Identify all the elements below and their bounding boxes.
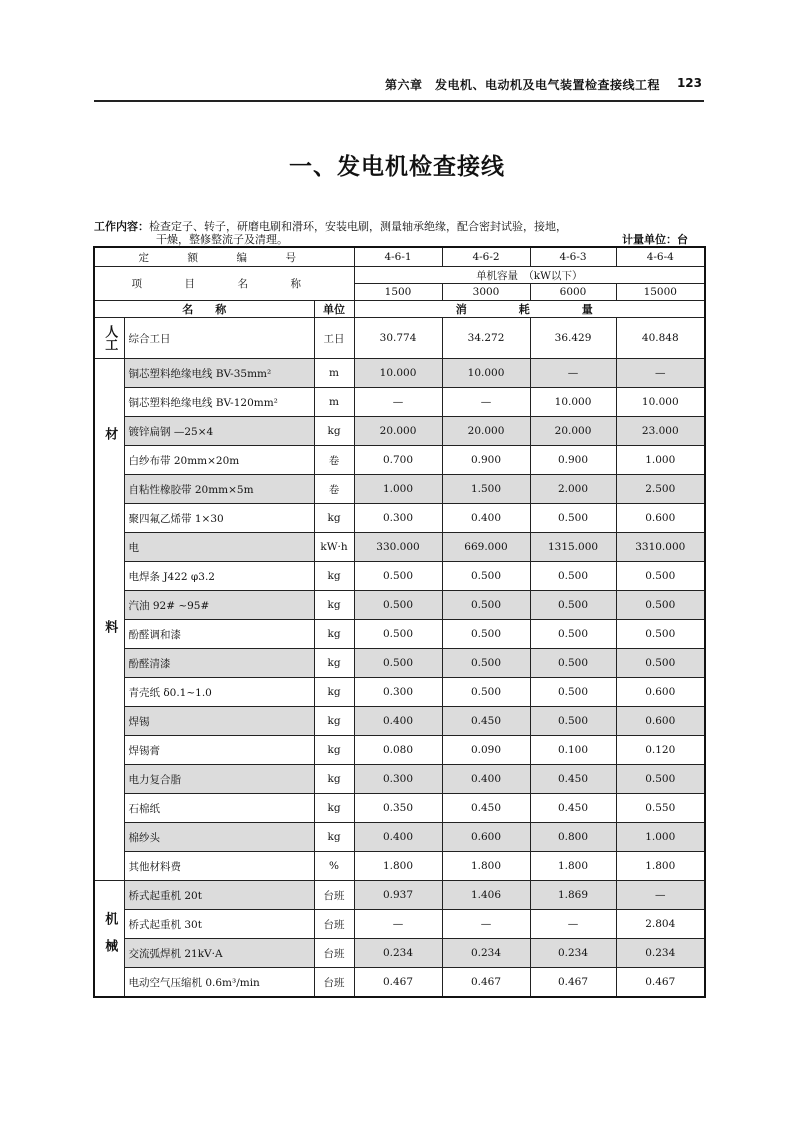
consumption-value: 0.300 <box>354 504 442 533</box>
consumption-value: 0.500 <box>442 620 530 649</box>
resource-unit: kg <box>314 562 354 591</box>
chapter-title: 第六章 发电机、电动机及电气装置检查接线工程 <box>384 78 660 92</box>
consumption-value: 0.500 <box>616 562 705 591</box>
consumption-value: 1.406 <box>442 881 530 910</box>
consumption-value: 40.848 <box>616 318 705 359</box>
resource-name: 焊锡 <box>124 707 314 736</box>
resource-unit: m <box>314 359 354 388</box>
consumption-value: 330.000 <box>354 533 442 562</box>
consumption-value: 34.272 <box>442 318 530 359</box>
capacity-value: 3000 <box>442 284 530 301</box>
resource-name: 其他材料费 <box>124 852 314 881</box>
consumption-value: 0.500 <box>442 591 530 620</box>
consumption-value: 0.500 <box>530 707 616 736</box>
resource-name: 白纱布带 20mm×20m <box>124 446 314 475</box>
group-label: 人工 <box>94 318 124 359</box>
consumption-value: 0.234 <box>442 939 530 968</box>
consumption-value: 0.450 <box>530 765 616 794</box>
consumption-value: 10.000 <box>616 388 705 417</box>
resource-name: 电动空气压缩机 0.6m³/min <box>124 968 314 998</box>
resource-unit: kg <box>314 823 354 852</box>
consumption-value: — <box>354 388 442 417</box>
column-header-unit: 单位 <box>314 301 354 318</box>
resource-unit: kg <box>314 707 354 736</box>
consumption-value: — <box>442 388 530 417</box>
resource-unit: kg <box>314 765 354 794</box>
capacity-value: 6000 <box>530 284 616 301</box>
consumption-value: 36.429 <box>530 318 616 359</box>
page-header <box>94 74 704 102</box>
consumption-value: 0.467 <box>354 968 442 998</box>
resource-unit: kg <box>314 678 354 707</box>
consumption-value: 0.600 <box>616 707 705 736</box>
work-content-line1: 检查定子、转子，研磨电刷和滑环，安装电刷，测量轴承绝缘，配合密封试验，接地， <box>149 220 567 233</box>
consumption-value: 0.234 <box>354 939 442 968</box>
consumption-value: 0.500 <box>530 678 616 707</box>
consumption-value: 10.000 <box>354 359 442 388</box>
measurement-unit: 计量单位：台 <box>622 233 688 246</box>
consumption-value: 0.234 <box>530 939 616 968</box>
consumption-value: 1315.000 <box>530 533 616 562</box>
consumption-value: 0.550 <box>616 794 705 823</box>
consumption-value: 1.800 <box>616 852 705 881</box>
consumption-value: — <box>530 910 616 939</box>
consumption-value: 0.450 <box>442 707 530 736</box>
consumption-value: 23.000 <box>616 417 705 446</box>
resource-unit: 工日 <box>314 318 354 359</box>
consumption-value: 0.100 <box>530 736 616 765</box>
resource-unit: kg <box>314 649 354 678</box>
consumption-value: — <box>616 359 705 388</box>
quota-table <box>93 246 706 998</box>
column-header-name: 名 称 <box>94 301 314 318</box>
group-label: 机械 <box>94 881 124 998</box>
work-content <box>94 220 704 246</box>
consumption-value: 1.000 <box>616 823 705 852</box>
consumption-value: 20.000 <box>530 417 616 446</box>
consumption-value: 0.900 <box>442 446 530 475</box>
consumption-value: — <box>530 359 616 388</box>
consumption-value: 0.467 <box>442 968 530 998</box>
resource-name: 棉纱头 <box>124 823 314 852</box>
quota-code: 4-6-3 <box>530 247 616 267</box>
resource-name: 自粘性橡胶带 20mm×5m <box>124 475 314 504</box>
consumption-value: 1.800 <box>442 852 530 881</box>
resource-name: 石棉纸 <box>124 794 314 823</box>
resource-name: 电 <box>124 533 314 562</box>
resource-unit: kg <box>314 620 354 649</box>
consumption-value: 0.937 <box>354 881 442 910</box>
consumption-value: 669.000 <box>442 533 530 562</box>
page-number: 123 <box>676 76 702 90</box>
consumption-value: 0.090 <box>442 736 530 765</box>
resource-unit: kg <box>314 736 354 765</box>
consumption-value: 0.500 <box>442 649 530 678</box>
consumption-value: 0.400 <box>442 504 530 533</box>
consumption-value: 0.120 <box>616 736 705 765</box>
consumption-value: 0.400 <box>354 823 442 852</box>
resource-unit: 台班 <box>314 910 354 939</box>
resource-name: 电力复合脂 <box>124 765 314 794</box>
consumption-value: 0.500 <box>442 678 530 707</box>
resource-unit: m <box>314 388 354 417</box>
consumption-value: 20.000 <box>354 417 442 446</box>
consumption-value: 0.800 <box>530 823 616 852</box>
consumption-value: 0.500 <box>530 504 616 533</box>
consumption-value: 1.000 <box>354 475 442 504</box>
resource-unit: 台班 <box>314 881 354 910</box>
resource-unit: 卷 <box>314 446 354 475</box>
consumption-value: 10.000 <box>442 359 530 388</box>
consumption-value: 0.600 <box>616 678 705 707</box>
capacity-label: 单机容量 （kW以下） <box>354 267 705 284</box>
resource-name: 焊锡膏 <box>124 736 314 765</box>
consumption-value: 10.000 <box>530 388 616 417</box>
resource-unit: kW·h <box>314 533 354 562</box>
resource-unit: kg <box>314 504 354 533</box>
consumption-value: 0.400 <box>442 765 530 794</box>
capacity-value: 1500 <box>354 284 442 301</box>
consumption-value: — <box>442 910 530 939</box>
consumption-value: 2.500 <box>616 475 705 504</box>
consumption-value: 0.467 <box>530 968 616 998</box>
resource-name: 酚醛调和漆 <box>124 620 314 649</box>
item-name-label: 项 目 名 称 <box>94 267 354 301</box>
resource-name: 铜芯塑料绝缘电线 BV-120mm² <box>124 388 314 417</box>
consumption-value: 0.500 <box>442 562 530 591</box>
consumption-value: 0.080 <box>354 736 442 765</box>
consumption-value: 0.500 <box>530 649 616 678</box>
resource-name: 铜芯塑料绝缘电线 BV-35mm² <box>124 359 314 388</box>
consumption-value: 0.350 <box>354 794 442 823</box>
consumption-value: 0.500 <box>354 591 442 620</box>
resource-unit: % <box>314 852 354 881</box>
consumption-value: 3310.000 <box>616 533 705 562</box>
consumption-value: 0.500 <box>616 591 705 620</box>
page-title: 一、发电机检查接线 <box>289 154 505 180</box>
resource-name: 青壳纸 δ0.1~1.0 <box>124 678 314 707</box>
consumption-value: 0.234 <box>616 939 705 968</box>
resource-unit: kg <box>314 794 354 823</box>
quota-code: 4-6-1 <box>354 247 442 267</box>
quota-number-label: 定 额 编 号 <box>94 247 354 267</box>
work-content-label: 工作内容： <box>94 220 149 233</box>
resource-unit: 台班 <box>314 939 354 968</box>
resource-unit: kg <box>314 417 354 446</box>
consumption-value: 2.804 <box>616 910 705 939</box>
resource-name: 汽油 92# ~95# <box>124 591 314 620</box>
consumption-value: 0.500 <box>616 649 705 678</box>
resource-unit: 台班 <box>314 968 354 998</box>
consumption-value: 0.400 <box>354 707 442 736</box>
resource-name: 镀锌扁钢 —25×4 <box>124 417 314 446</box>
consumption-value: 1.800 <box>530 852 616 881</box>
consumption-value: 0.467 <box>616 968 705 998</box>
consumption-value: 0.500 <box>354 620 442 649</box>
quota-code: 4-6-4 <box>616 247 705 267</box>
resource-unit: 卷 <box>314 475 354 504</box>
capacity-value: 15000 <box>616 284 705 301</box>
quota-code: 4-6-2 <box>442 247 530 267</box>
consumption-value: 2.000 <box>530 475 616 504</box>
resource-unit: kg <box>314 591 354 620</box>
consumption-value: — <box>616 881 705 910</box>
consumption-value: 0.300 <box>354 765 442 794</box>
consumption-value: 0.500 <box>616 765 705 794</box>
consumption-value: — <box>354 910 442 939</box>
consumption-value: 30.774 <box>354 318 442 359</box>
column-header-consumption: 消 耗 量 <box>354 301 705 318</box>
consumption-value: 20.000 <box>442 417 530 446</box>
consumption-value: 0.450 <box>442 794 530 823</box>
resource-name: 桥式起重机 20t <box>124 881 314 910</box>
consumption-value: 0.500 <box>616 620 705 649</box>
work-content-line2: 干燥，整修整流子及清理。 <box>156 233 288 246</box>
consumption-value: 0.500 <box>354 649 442 678</box>
consumption-value: 0.500 <box>530 620 616 649</box>
group-label: 材料 <box>94 359 124 881</box>
resource-name: 聚四氟乙烯带 1×30 <box>124 504 314 533</box>
resource-name: 综合工日 <box>124 318 314 359</box>
consumption-value: 0.700 <box>354 446 442 475</box>
consumption-value: 0.600 <box>616 504 705 533</box>
consumption-value: 0.450 <box>530 794 616 823</box>
consumption-value: 0.600 <box>442 823 530 852</box>
resource-name: 电焊条 J422 φ3.2 <box>124 562 314 591</box>
consumption-value: 0.500 <box>530 562 616 591</box>
resource-name: 酚醛清漆 <box>124 649 314 678</box>
consumption-value: 1.800 <box>354 852 442 881</box>
resource-name: 交流弧焊机 21kV·A <box>124 939 314 968</box>
consumption-value: 1.000 <box>616 446 705 475</box>
consumption-value: 0.500 <box>354 562 442 591</box>
consumption-value: 0.900 <box>530 446 616 475</box>
consumption-value: 0.300 <box>354 678 442 707</box>
consumption-value: 1.500 <box>442 475 530 504</box>
consumption-value: 0.500 <box>530 591 616 620</box>
consumption-value: 1.869 <box>530 881 616 910</box>
resource-name: 桥式起重机 30t <box>124 910 314 939</box>
